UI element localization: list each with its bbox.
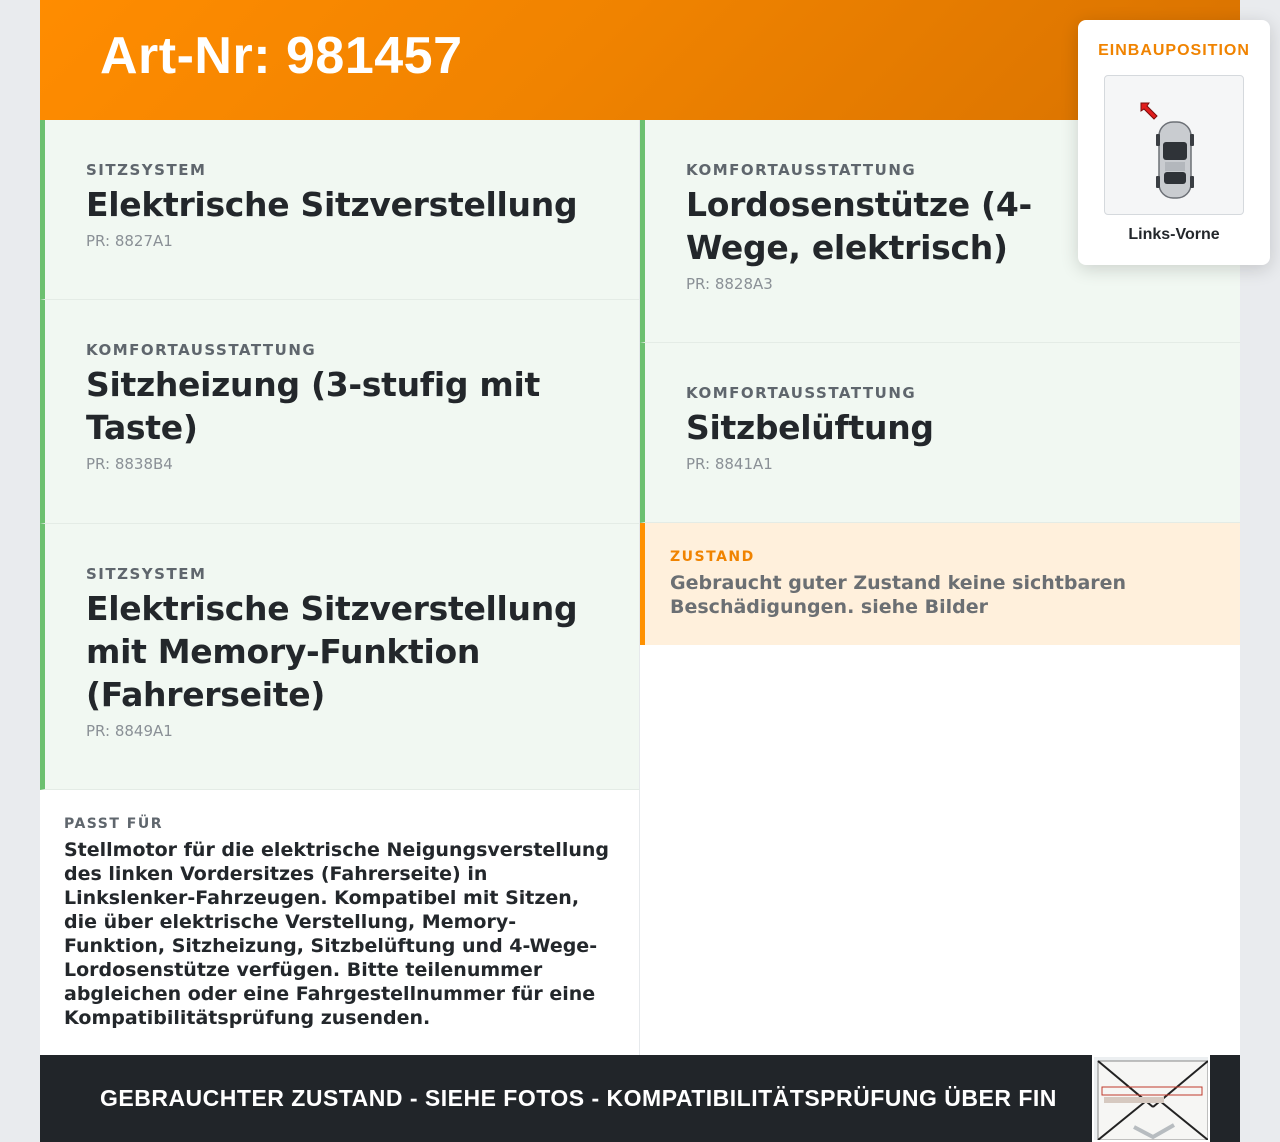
feature-card [640,343,1240,523]
compatibility-section [40,790,640,1055]
installation-position-value: Links-Vorne [1128,226,1220,243]
feature-category: KOMFORTAUSSTATTUNG [686,384,917,402]
condition-text: Gebraucht guter Zustand keine sichtbaren Beschädigungen. siehe Bilder [670,572,1127,618]
document-photo-icon[interactable] [1092,1055,1210,1142]
feature-title: Elektrische Sitzverstellung [86,185,578,224]
feature-title: Elektrische Sitzverstellung mit Memory-Funktion (Fahrerseite) [86,589,578,714]
feature-pr-code: PR: 8838B4 [86,455,173,473]
article-number: Art-Nr: 981457 [100,27,463,85]
footer-bar [40,1055,1240,1142]
feature-category: KOMFORTAUSSTATTUNG [686,161,917,179]
footer-text: GEBRAUCHTER ZUSTAND - SIEHE FOTOS - KOMPATIBILITÄTSPRÜFUNG ÜBER FIN [100,1085,1057,1111]
features-left-column [40,120,640,790]
arrow-icon [1139,101,1161,123]
car-top-view-icon [1104,75,1244,215]
feature-category: SITZSYSTEM [86,565,207,583]
installation-position-card [1078,20,1270,265]
feature-card [40,524,640,790]
compatibility-label: PASST FÜR [64,816,163,832]
feature-pr-code: PR: 8828A3 [686,275,773,293]
feature-card [40,300,640,524]
compatibility-text: Stellmotor für die elektrische Neigungsverstellung des linken Vordersitzes (Fahrerseite) in Linkslenker-Fahrzeugen. Kompatibel mit Sitzen, die über elektrische Verstellung, Memory-Funktion, Sitzheizung, Sitzbelüftung und 4-Wege-Lordosenstütze verfügen. Bitte teilenummer abgleichen oder eine Fahrgestellnummer für eine Kompatibilitätsprüfung zusenden. [64,839,609,1029]
feature-category: KOMFORTAUSSTATTUNG [86,341,317,359]
feature-card [40,120,640,300]
header-bar [40,0,1240,120]
installation-position-title: EINBAUPOSITION [1098,42,1250,59]
condition-label: ZUSTAND [670,549,755,565]
feature-title: Lordosenstütze (4-Wege, elektrisch) [686,185,1032,267]
feature-pr-code: PR: 8849A1 [86,722,173,740]
product-sheet [40,0,1250,1142]
feature-title: Sitzheizung (3-stufig mit Taste) [86,365,540,447]
feature-title: Sitzbelüftung [686,408,934,447]
feature-pr-code: PR: 8827A1 [86,232,173,250]
condition-box [640,523,1240,645]
feature-pr-code: PR: 8841A1 [686,455,773,473]
feature-category: SITZSYSTEM [86,161,207,179]
